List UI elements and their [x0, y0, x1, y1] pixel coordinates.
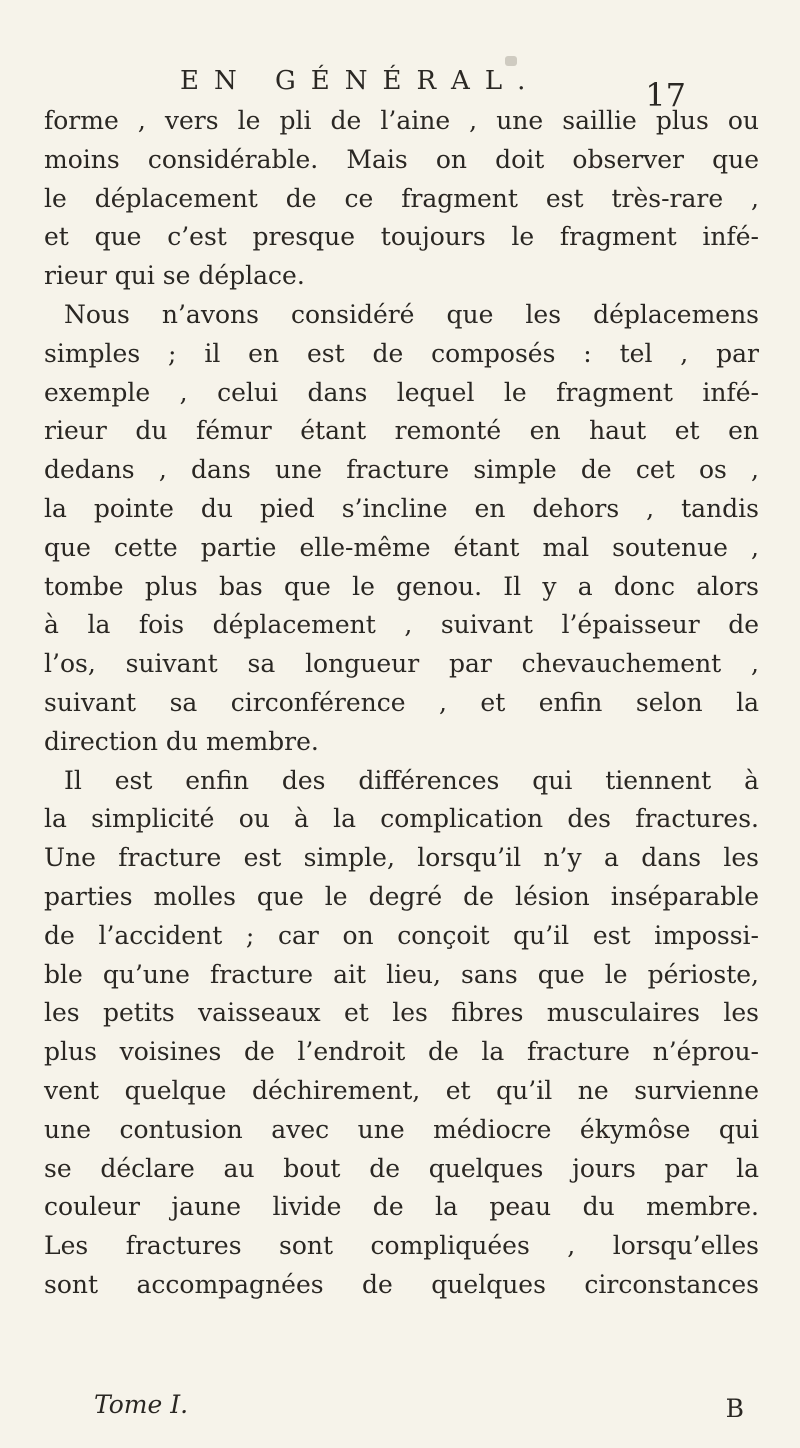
text-line: ble qu’une fracture ait lieu, sans que le périoste,: [44, 959, 759, 989]
text-line: que cette partie elle-même étant mal soutenue ,: [44, 532, 759, 562]
text-line: Nous n’avons considéré que les déplacemens: [64, 299, 759, 329]
text-line: parties molles que le degré de lésion inséparable: [44, 881, 759, 911]
ink-blot: [505, 56, 517, 66]
text-line: rieur qui se déplace.: [44, 261, 305, 291]
text-line: sont accompagnées de quelques circonstances: [44, 1269, 759, 1299]
text-line: tombe plus bas que le genou. Il y a donc alors: [44, 571, 759, 601]
body-text: [44, 102, 759, 1305]
text-line: exemple , celui dans lequel le fragment infé-: [44, 377, 759, 407]
text-line: la pointe du pied s’incline en dehors , tandis: [44, 493, 759, 523]
volume-label: Tome I.: [94, 1390, 189, 1419]
text-line: couleur jaune livide de la peau du membre.: [44, 1192, 759, 1222]
running-head: EN GÉNÉRAL.: [180, 66, 541, 96]
signature-mark: B: [725, 1394, 744, 1423]
page-number: 17: [645, 76, 686, 114]
text-line: rieur du fémur étant remonté en haut et en: [44, 416, 759, 446]
text-line: de l’accident ; car on conçoit qu’il est impossi-: [44, 920, 759, 950]
text-line: la simplicité ou à la complication des fractures.: [44, 804, 759, 834]
text-line: une contusion avec une médiocre ékymôse qui: [44, 1114, 759, 1144]
text-line: se déclare au bout de quelques jours par la: [44, 1153, 759, 1183]
text-line: simples ; il en est de composés : tel , par: [44, 338, 759, 368]
text-line: forme , vers le pli de l’aine , une saillie plus ou: [44, 106, 759, 135]
text-line: moins considérable. Mais on doit observer que: [44, 144, 759, 174]
text-line: l’os, suivant sa longueur par chevauchement ,: [44, 649, 759, 679]
page-header: [180, 56, 686, 114]
text-line: Une fracture est simple, lorsqu’il n’y a dans les: [44, 843, 759, 873]
text-line: à la fois déplacement , suivant l’épaisseur de: [44, 610, 759, 640]
text-line: les petits vaisseaux et les fibres musculaires les: [44, 998, 759, 1028]
text-line: vent quelque déchirement, et qu’il ne survienne: [44, 1075, 759, 1105]
text-line: plus voisines de l’endroit de la fracture n’éprou-: [44, 1037, 759, 1067]
text-line: dedans , dans une fracture simple de cet os ,: [44, 455, 759, 485]
text-line: Les fractures sont compliquées , lorsqu’elles: [44, 1231, 759, 1261]
text-line: direction du membre.: [44, 726, 319, 756]
text-line: le déplacement de ce fragment est très-rare ,: [44, 183, 759, 213]
text-line: Il est enfin des différences qui tiennent à: [64, 765, 759, 795]
page-footer: [94, 1390, 744, 1430]
text-line: suivant sa circonférence , et enfin selon la: [44, 687, 759, 717]
text-line: et que c’est presque toujours le fragment infé-: [44, 222, 759, 252]
